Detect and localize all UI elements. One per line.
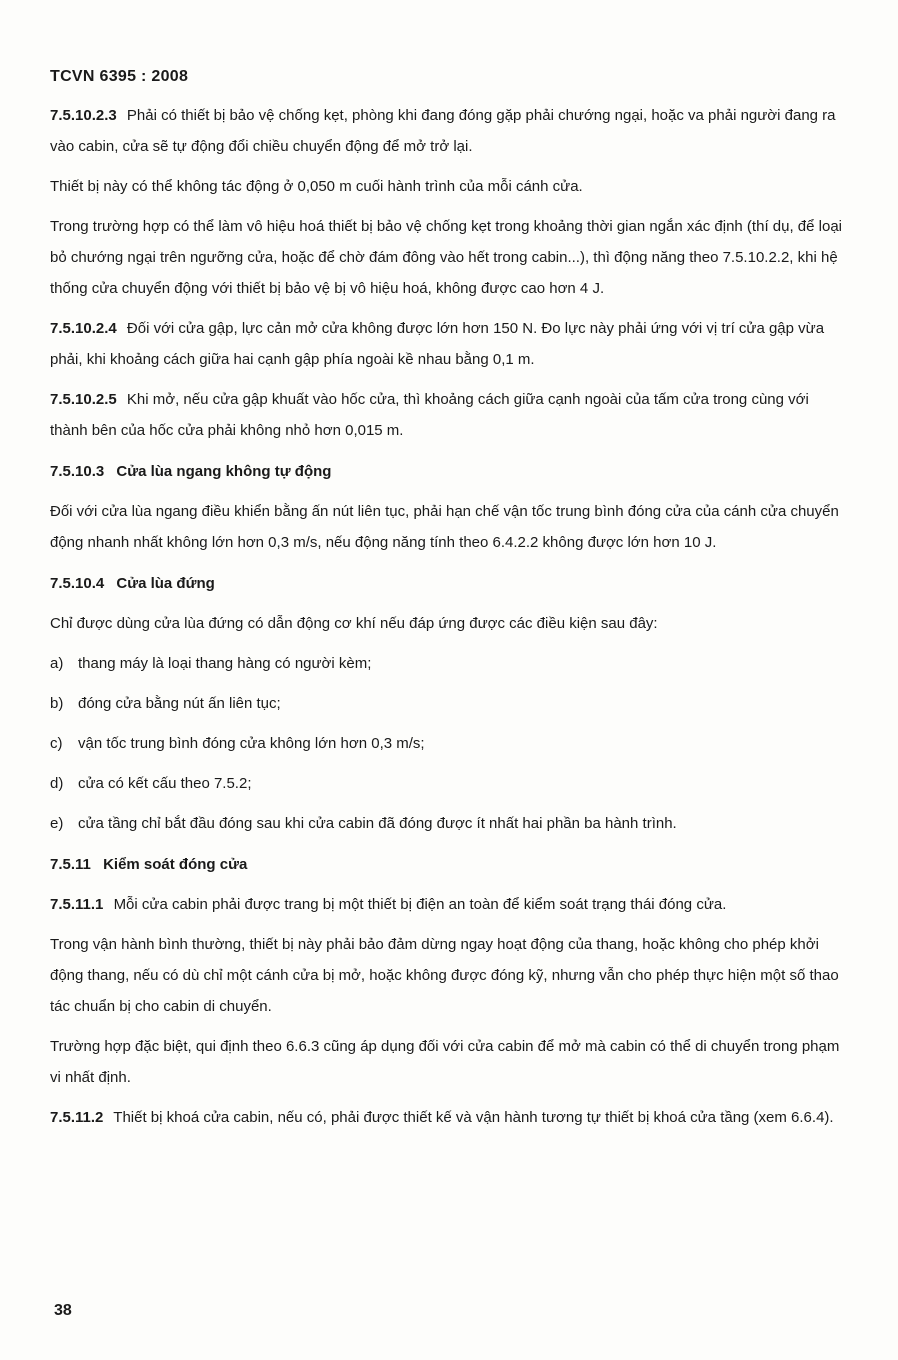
list-marker: a) — [50, 655, 64, 672]
list-text: thang máy là loại thang hàng có người kèm; — [78, 655, 372, 672]
section-heading-7-5-10-4 — [50, 568, 850, 599]
clause-number: 7.5.11.2 — [50, 1109, 104, 1126]
clause-number: 7.5.10.2.4 — [50, 320, 117, 337]
list-item — [50, 688, 850, 719]
clause-number: 7.5.10.3 — [50, 463, 105, 480]
paragraph-7-5-11-2 — [50, 1102, 850, 1133]
list-text: cửa có kết cấu theo 7.5.2; — [78, 775, 252, 792]
list-marker: b) — [50, 695, 64, 712]
paragraph-7-5-11-1 — [50, 889, 850, 920]
list-text: vận tốc trung bình đóng cửa không lớn hơn 0,3 m/s; — [78, 735, 425, 752]
paragraph-text: Đối với cửa gập, lực cản mở cửa không được lớn hơn 150 N. Đo lực này phải ứng với vị trí cửa gập vừa phải, khi khoảng cách giữa hai cạnh gập phía ngoài kề nhau bằng 0,1 m. — [50, 320, 825, 368]
paragraph-text: Trong vận hành bình thường, thiết bị này phải bảo đảm dừng ngay hoạt động của thang, hoặc không cho phép khởi động thang, nếu có dù chỉ một cánh cửa bị mở, hoặc không được đóng kỹ, nhưng vẫn cho phép thực hiện một số thao tác chuẩn bị cho cabin di chuyển. — [50, 936, 839, 1015]
paragraph — [50, 211, 850, 304]
page-number: 38 — [54, 1302, 72, 1319]
list-item — [50, 768, 850, 799]
list-item — [50, 808, 850, 839]
list-text: cửa tầng chỉ bắt đầu đóng sau khi cửa cabin đã đóng được ít nhất hai phần ba hành trình. — [78, 815, 677, 832]
paragraph-7-5-10-2-5 — [50, 384, 850, 446]
paragraph — [50, 608, 850, 639]
list-item — [50, 648, 850, 679]
section-title: Cửa lùa đứng — [116, 575, 215, 592]
list-item — [50, 728, 850, 759]
clause-number: 7.5.11.1 — [50, 896, 104, 913]
paragraph-text: Mỗi cửa cabin phải được trang bị một thiết bị điện an toàn để kiểm soát trạng thái đóng cửa. — [113, 896, 727, 913]
list-marker: c) — [50, 735, 63, 752]
list-marker: d) — [50, 775, 64, 792]
clause-number: 7.5.11 — [50, 856, 91, 873]
paragraph — [50, 496, 850, 558]
section-heading-7-5-10-3 — [50, 456, 850, 487]
clause-number: 7.5.10.2.5 — [50, 391, 117, 408]
paragraph-text: Khi mở, nếu cửa gập khuất vào hốc cửa, thì khoảng cách giữa cạnh ngoài của tấm cửa trong cùng với thành bên của hốc cửa phải không nhỏ hơn 0,015 m. — [50, 391, 809, 439]
clause-number: 7.5.10.2.3 — [50, 107, 117, 124]
paragraph — [50, 929, 850, 1022]
paragraph-text: Chỉ được dùng cửa lùa đứng có dẫn động cơ khí nếu đáp ứng được các điều kiện sau đây: — [50, 615, 658, 632]
paragraph-text: Thiết bị khoá cửa cabin, nếu có, phải được thiết kế và vận hành tương tự thiết bị khoá cửa tầng (xem 6.6.4). — [113, 1109, 834, 1126]
paragraph-text: Đối với cửa lùa ngang điều khiển bằng ấn nút liên tục, phải hạn chế vận tốc trung bình đóng cửa của cánh cửa chuyển động nhanh nhất không lớn hơn 0,3 m/s, nếu động năng tính theo 6.4.2.2 không được lớn hơn 10 J. — [50, 503, 839, 551]
section-heading-7-5-11 — [50, 849, 850, 880]
paragraph-text: Phải có thiết bị bảo vệ chống kẹt, phòng khi đang đóng gặp phải chướng ngại, hoặc va phải người đang ra vào cabin, cửa sẽ tự động đổi chiều chuyển động để mở trở lại. — [50, 107, 836, 155]
paragraph-text: Trong trường hợp có thể làm vô hiệu hoá thiết bị bảo vệ chống kẹt trong khoảng thời gian ngắn xác định (thí dụ, để loại bỏ chướng ngại trên ngưỡng cửa, hoặc để chờ đám đông vào hết trong cabin...), thì động năng theo 7.5.10.2.2, khi hệ thống cửa chuyển động với thiết bị bảo vệ bị vô hiệu hoá, không được cao hơn 4 J. — [50, 218, 842, 297]
list-marker: e) — [50, 815, 64, 832]
clause-number: 7.5.10.4 — [50, 575, 105, 592]
paragraph-7-5-10-2-3 — [50, 100, 850, 162]
list-text: đóng cửa bằng nút ấn liên tục; — [78, 695, 281, 712]
standard-header: TCVN 6395 : 2008 — [50, 68, 189, 85]
paragraph — [50, 1031, 850, 1093]
document-body — [50, 100, 850, 1142]
paragraph-text: Trường hợp đặc biệt, qui định theo 6.6.3 cũng áp dụng đối với cửa cabin để mở mà cabin có thể di chuyển trong phạm vi nhất định. — [50, 1038, 840, 1086]
section-title: Cửa lùa ngang không tự động — [116, 463, 332, 480]
paragraph — [50, 171, 850, 202]
paragraph-7-5-10-2-4 — [50, 313, 850, 375]
paragraph-text: Thiết bị này có thể không tác động ở 0,050 m cuối hành trình của mỗi cánh cửa. — [50, 178, 583, 195]
section-title: Kiểm soát đóng cửa — [103, 856, 248, 873]
